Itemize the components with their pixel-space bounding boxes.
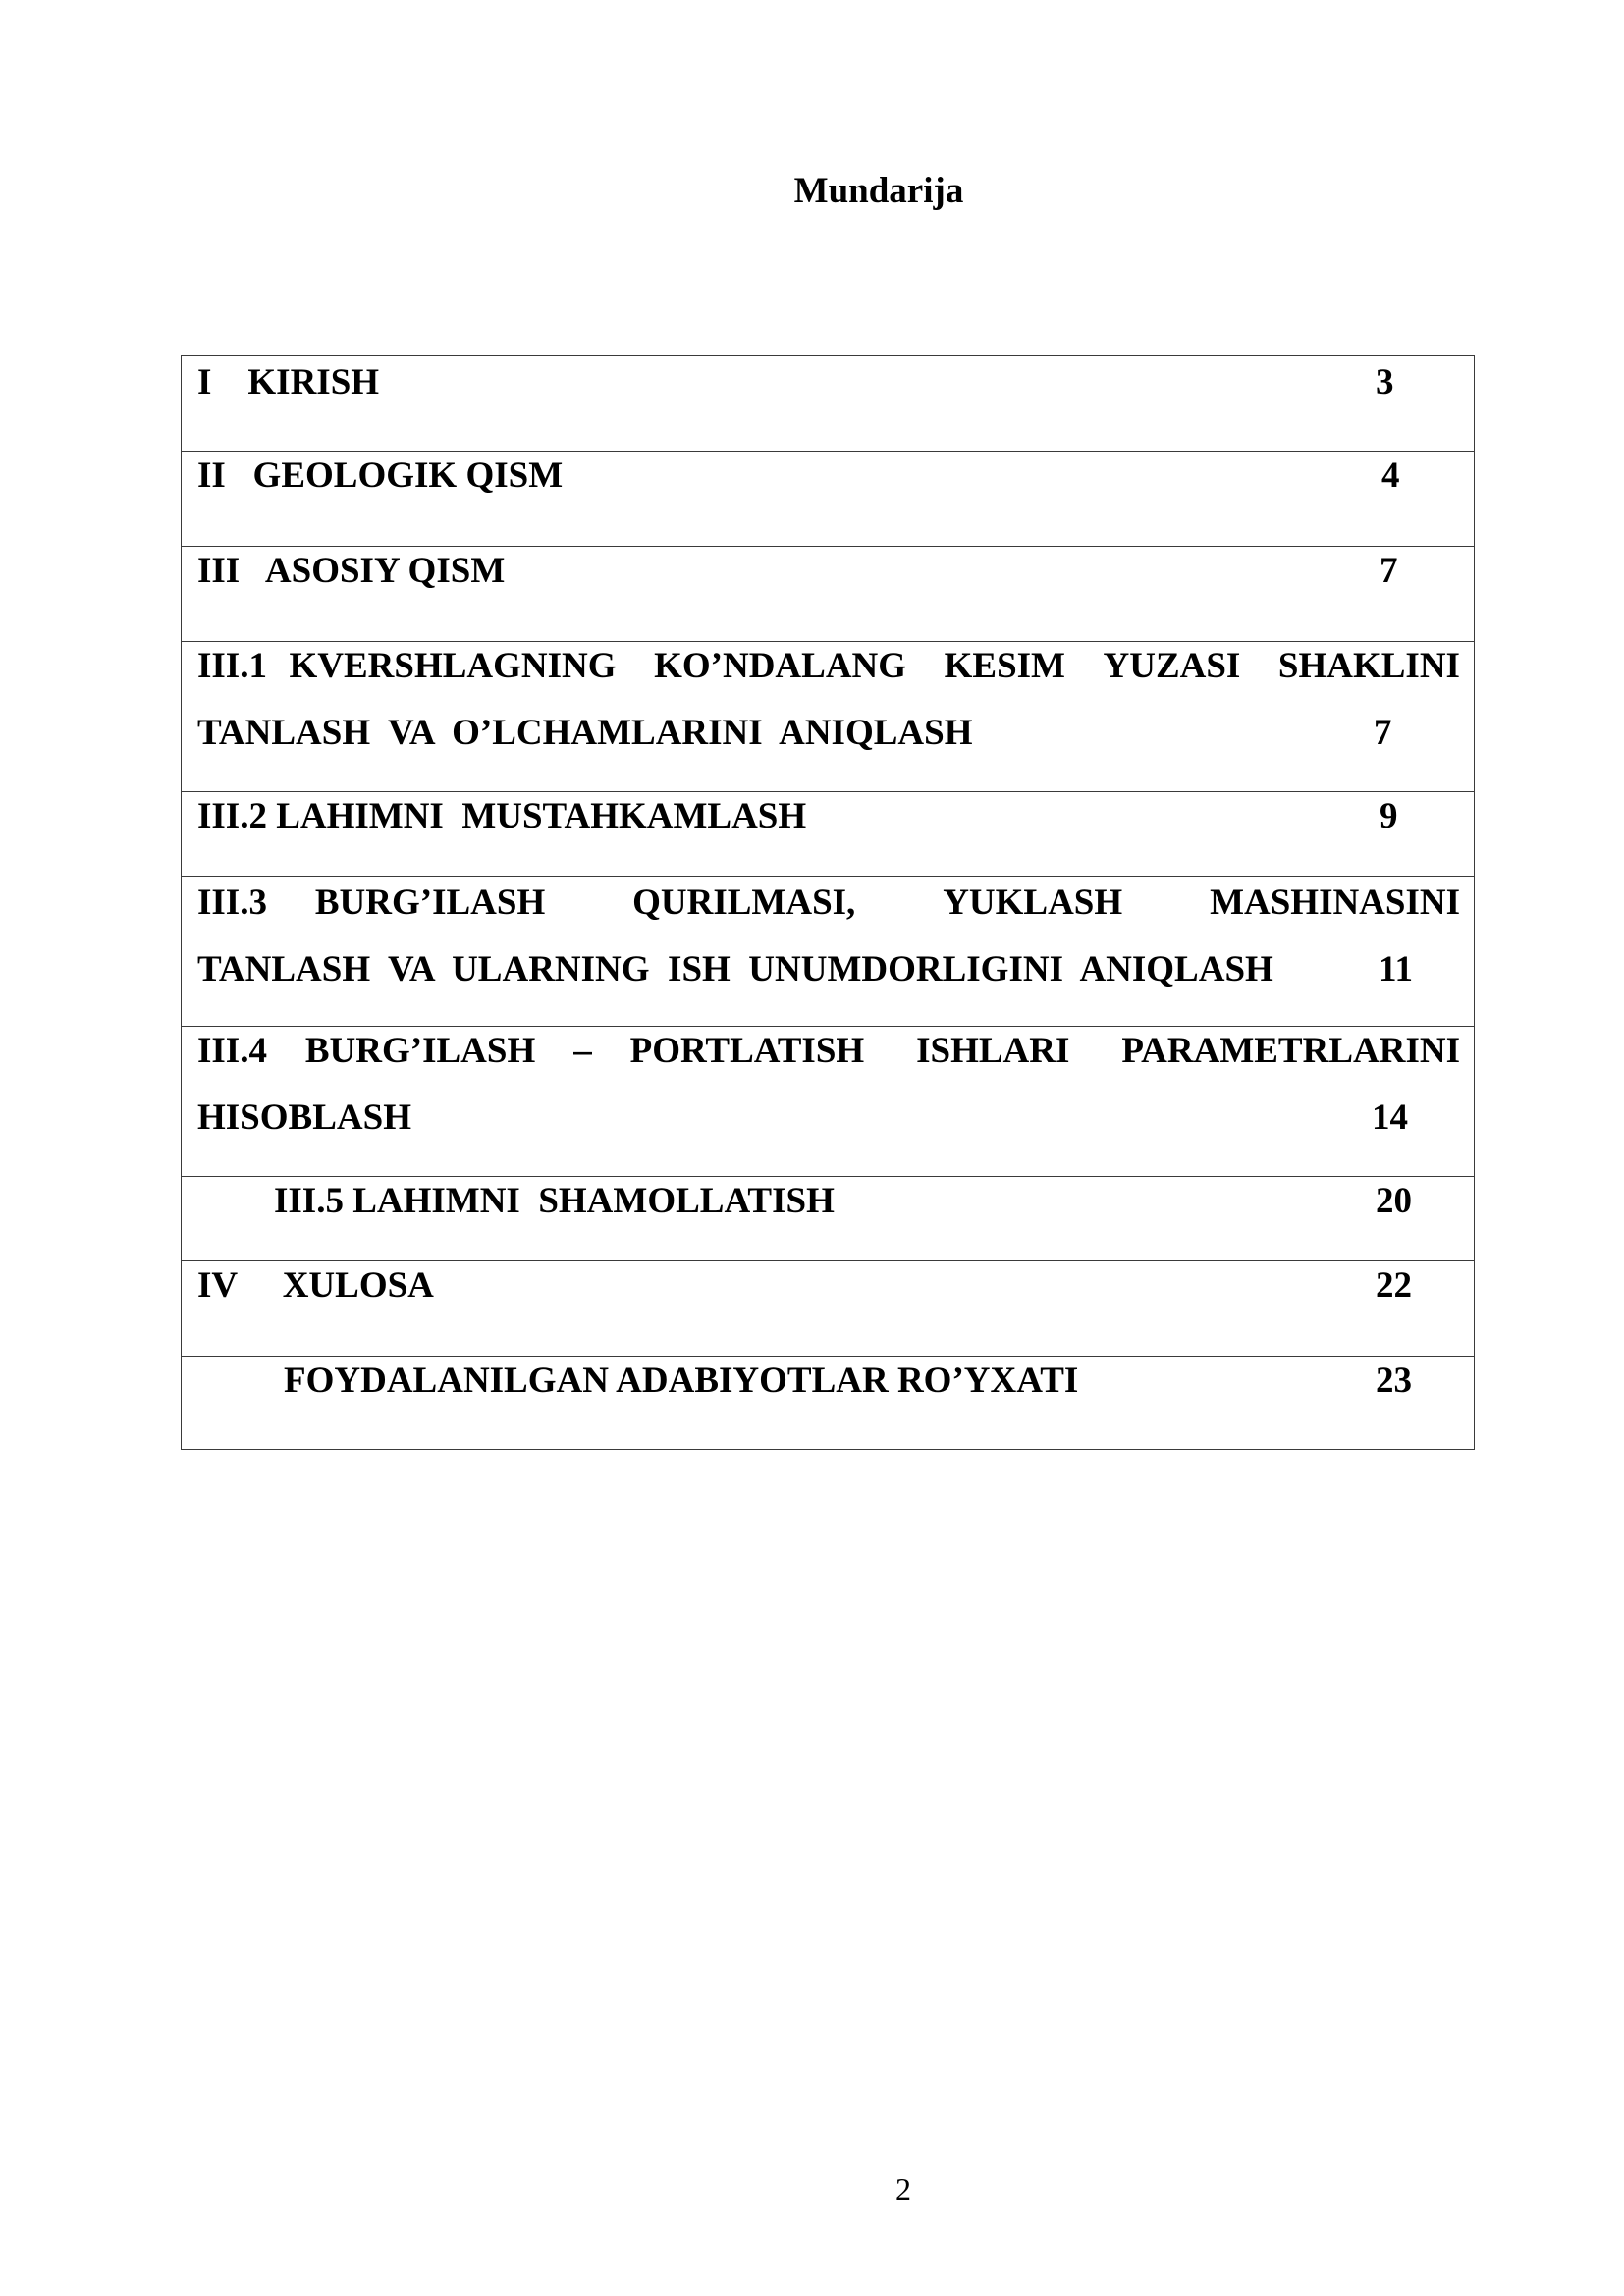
toc-word: KVERSHLAGNING — [289, 646, 617, 686]
table-of-contents — [181, 355, 1475, 1450]
page-title: Mundarija — [793, 171, 964, 211]
toc-row-iii-3 — [182, 876, 1474, 1026]
toc-entry-title-line2: HISOBLASH — [197, 1097, 411, 1138]
toc-word: MASHINASINI — [1210, 882, 1460, 923]
toc-row-adabiyotlar — [182, 1356, 1474, 1449]
toc-row-iii-2 — [182, 791, 1474, 876]
toc-entry-title-line1 — [197, 879, 1460, 928]
toc-entry-page: 14 — [1372, 1097, 1408, 1138]
toc-row-asosiy-qism — [182, 546, 1474, 641]
toc-word: – — [573, 1031, 592, 1071]
toc-word: III.1 — [197, 646, 267, 686]
toc-row-iii-1 — [182, 641, 1474, 791]
toc-entry-page: 23 — [1376, 1361, 1412, 1401]
toc-entry-title: III.5 LAHIMNI SHAMOLLATISH — [274, 1181, 835, 1221]
toc-entry-title-line1 — [197, 642, 1460, 691]
toc-entry-title: I KIRISH — [197, 362, 380, 402]
toc-word: KO’NDALANG — [654, 646, 907, 686]
toc-word: PORTLATISH — [629, 1031, 865, 1071]
toc-entry-title: II GEOLOGIK QISM — [197, 455, 564, 496]
toc-word: SHAKLINI — [1277, 646, 1460, 686]
toc-word: BURG’ILASH — [304, 1031, 536, 1071]
toc-entry-title: IV XULOSA — [197, 1265, 434, 1306]
toc-entry-title-line2: TANLASH VA O’LCHAMLARINI ANIQLASH — [197, 713, 973, 753]
toc-entry-title: III ASOSIY QISM — [197, 551, 506, 591]
toc-entry-page: 7 — [1374, 713, 1392, 753]
toc-row-iii-5 — [182, 1176, 1474, 1260]
toc-word: YUZASI — [1103, 646, 1241, 686]
toc-word: BURG’ILASH — [314, 882, 546, 923]
toc-word: PARAMETRLARINI — [1121, 1031, 1460, 1071]
toc-row-xulosa — [182, 1260, 1474, 1356]
toc-entry-page: 20 — [1376, 1181, 1412, 1221]
toc-row-iii-4 — [182, 1026, 1474, 1176]
page-number: 2 — [895, 2171, 911, 2207]
toc-entry-page: 22 — [1376, 1265, 1412, 1306]
toc-entry-title-line2: TANLASH VA ULARNING ISH UNUMDORLIGINI ANIQLASH — [197, 949, 1273, 989]
toc-row-kirish — [182, 356, 1474, 451]
toc-word: QURILMASI, — [632, 882, 856, 923]
toc-entry-page: 3 — [1376, 362, 1394, 402]
toc-entry-page: 11 — [1379, 949, 1413, 989]
toc-entry-page: 4 — [1381, 455, 1400, 496]
toc-word: ISHLARI — [916, 1031, 1070, 1071]
toc-entry-title: III.2 LAHIMNI MUSTAHKAMLASH — [197, 796, 807, 836]
toc-entry-page: 7 — [1380, 551, 1398, 591]
toc-entry-title-line1 — [197, 1027, 1460, 1076]
toc-row-geologik-qism — [182, 451, 1474, 546]
toc-word: III.4 — [197, 1031, 267, 1071]
toc-word: YUKLASH — [943, 882, 1123, 923]
toc-word: III.3 — [197, 882, 267, 923]
toc-entry-title: FOYDALANILGAN ADABIYOTLAR RO’YXATI — [284, 1361, 1079, 1401]
toc-entry-page: 9 — [1380, 796, 1398, 836]
toc-word: KESIM — [944, 646, 1065, 686]
